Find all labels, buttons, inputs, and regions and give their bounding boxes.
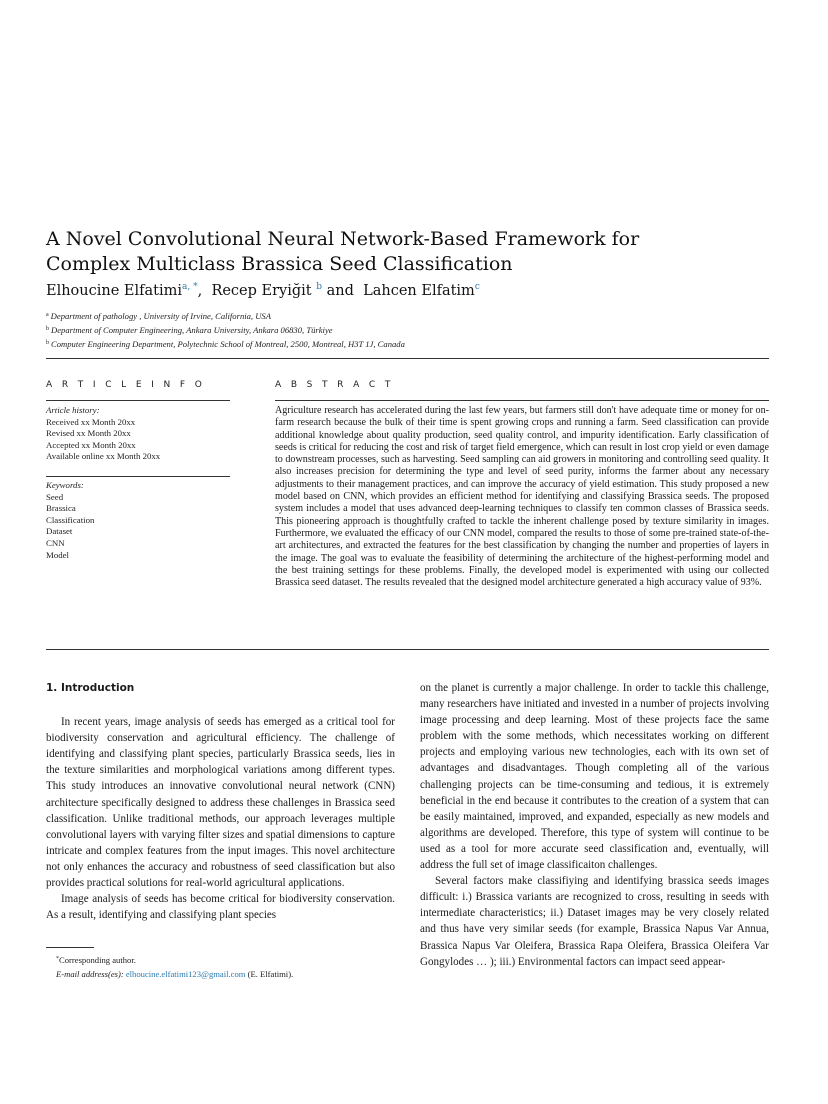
article-history-heading: Article history: [46,405,100,415]
title-line-2: Complex Multiclass Brassica Seed Classification [46,253,513,275]
history-item: Received xx Month 20xx [46,416,136,427]
footnote [46,952,396,981]
history-item: Available online xx Month 20xx [46,451,161,462]
right-column [420,680,769,970]
paper-title [46,227,746,277]
affiliations [46,309,746,351]
history-item: Revised xx Month 20xx [46,428,131,439]
email-label: E-mail address(es): [56,969,124,979]
email-owner: (E. Elfatimi). [247,969,294,979]
affiliation-item: $^b$ Computer Engineering Department, Polytechnic School of Montreal, 2500, Montreal, H3T 1J, Canada [46,339,405,349]
paragraph: Several factors make classifiying and identifying brassica seeds images difficult: i.) Brassica variants are recognized to cross, resulting in seeds with intermediate characteristics; ii.) Dataset images may be very closely related and thus have very similar seeds (for example, Brassica Napus Var Annua, Brassica Napus Var Oleifera, Brassica Rapa Oleifera, Brassica Oleifera Var Gongylodes … ); iii.) Environmental factors can impact seed appear- [420,875,769,968]
paragraph: Image analysis of seeds has become critical for biodiversity conservation. As a result, identifying and classifying plant species [46,893,395,922]
author-affil-mark[interactable]: a, * [182,282,198,292]
affiliation-item: $^a$ Department of pathology , University of Irvine, California, USA [46,311,271,321]
paragraph: In recent years, image analysis of seeds has emerged as a critical tool for biodiversity conservation and agricultural efficiency. The challenge of identifying and classifying plant species, particularly Brassica seeds, lies in the texture similarities and morphological variations among different types. This study introduces an innovative convolutional neural network (CNN) architecture specifically designed to address these challenges in Brassica seed classification. Unlike traditional methods, our approach leverages multiple convolutional layers with varying filter sizes and spatial dimensions to capture intricate and complex features from the input images. This novel architecture not only enhances the accuracy and robustness of seed classification but also provides practical solutions for real-world agricultural applications. [46,716,395,890]
footnote-mark: * [56,956,59,962]
keywords [46,480,230,561]
abstract-bottom-divider [46,649,769,650]
email-link[interactable]: elhoucine.elfatimi123@gmail.com [125,969,246,979]
article-info-heading: A R T I C L E I N F O [46,380,206,390]
author-name: Elhoucine Elfatimi [46,283,183,299]
affiliation-item: $^b$ Department of Computer Engineering, Ankara University, Ankara 06830, Türkiye [46,325,333,335]
abstract-text: Agriculture research has accelerated during the last few years, but farmers still don't have adequate time or money for on-farm research because the bulk of their time is spent growing crops and running a farm. Seed classification can provide additional knowledge about quality production, seed quality control, and impurity identification. Early classification of seeds is critical for reducing the cost and risk of target field emergence, which can result in lost crop yield or even damage to downstream processes, such as harvesting. Seed sampling can aid growers in monitoring and controlling seed quality. It also increases precision for determining the type and level of seed purity, informs the farmer about any necessary adjustments to their management practices, and can improve the accuracy of yield estimation. This study proposed a new model based on CNN, which provides an efficient method for identifying and classifying Brassica seeds. The proposed system includes a model that uses advanced deep-learning techniques to classify ten common classes of Brassica seeds. This pioneering approach is thoughtfully crafted to tackle the inherent challenge posed by texture similarity in images. Furthermore, we evaluated the efficacy of our CNN model, compared the results to those of some pre-trained state-of-the-art architectures, and extracted the features for the best classification by changing the number and properties of layers in the image. The goal was to evaluate the feasibility of determining the architecture of the highest-performing model and the best training settings for these problems. Finally, the developed model is experimented with using our collected Brassica seed dataset. The results revealed that the designed model architecture generated a high accuracy value of 93%. [275,405,769,589]
author-separator: , [197,283,203,299]
section-heading: 1. Introduction [46,682,135,694]
author-list [46,282,746,299]
keyword-item: Dataset [46,526,73,537]
footnote-divider [46,947,94,948]
author-separator: and [326,283,354,299]
author-affil-mark[interactable]: c [474,282,480,292]
keyword-item: Brassica [46,503,76,514]
corresponding-author: Corresponding author. [59,955,136,965]
title-line-1: A Novel Convolutional Neural Network-Based Framework for [46,228,640,250]
author-name: Lahcen Elfatim [363,283,475,299]
abstract-heading: A B S T R A C T [275,380,394,390]
header-divider [46,358,769,359]
keywords-heading: Keywords: [46,480,84,490]
keyword-item: CNN [46,537,65,548]
left-column [46,680,395,923]
info-divider [46,400,230,401]
history-item: Accepted xx Month 20xx [46,439,136,450]
author-name: Recep Eryiğit [211,283,312,299]
keyword-item: Classification [46,514,95,525]
author-affil-mark[interactable]: b [316,282,322,292]
keyword-item: Seed [46,491,64,502]
abstract-divider [275,400,769,401]
info-divider [46,476,230,477]
article-history [46,405,230,463]
paragraph: on the planet is currently a major challenge. In order to tackle this challenge, many researchers have initiated and invested in a number of projects involving image processing and deep learning. Most of these projects face the same problem with the some methods, which necessitates working on different projects and employing various new technologies, each with its own set of advantages and disadvantages. Though completing all of the various challenging projects can be time-consuming and tedious, it is extremely beneficial in the end because it contributes to the creation of a system that can be easily maintained, improved, and expanded, especially as new models and algorithms are developed. Therefore, this type of system will continue to be used as a tool for more accurate seed classification and, eventually, will address the full set of image classificaiton challenges. [420,682,769,872]
keyword-item: Model [46,549,69,560]
